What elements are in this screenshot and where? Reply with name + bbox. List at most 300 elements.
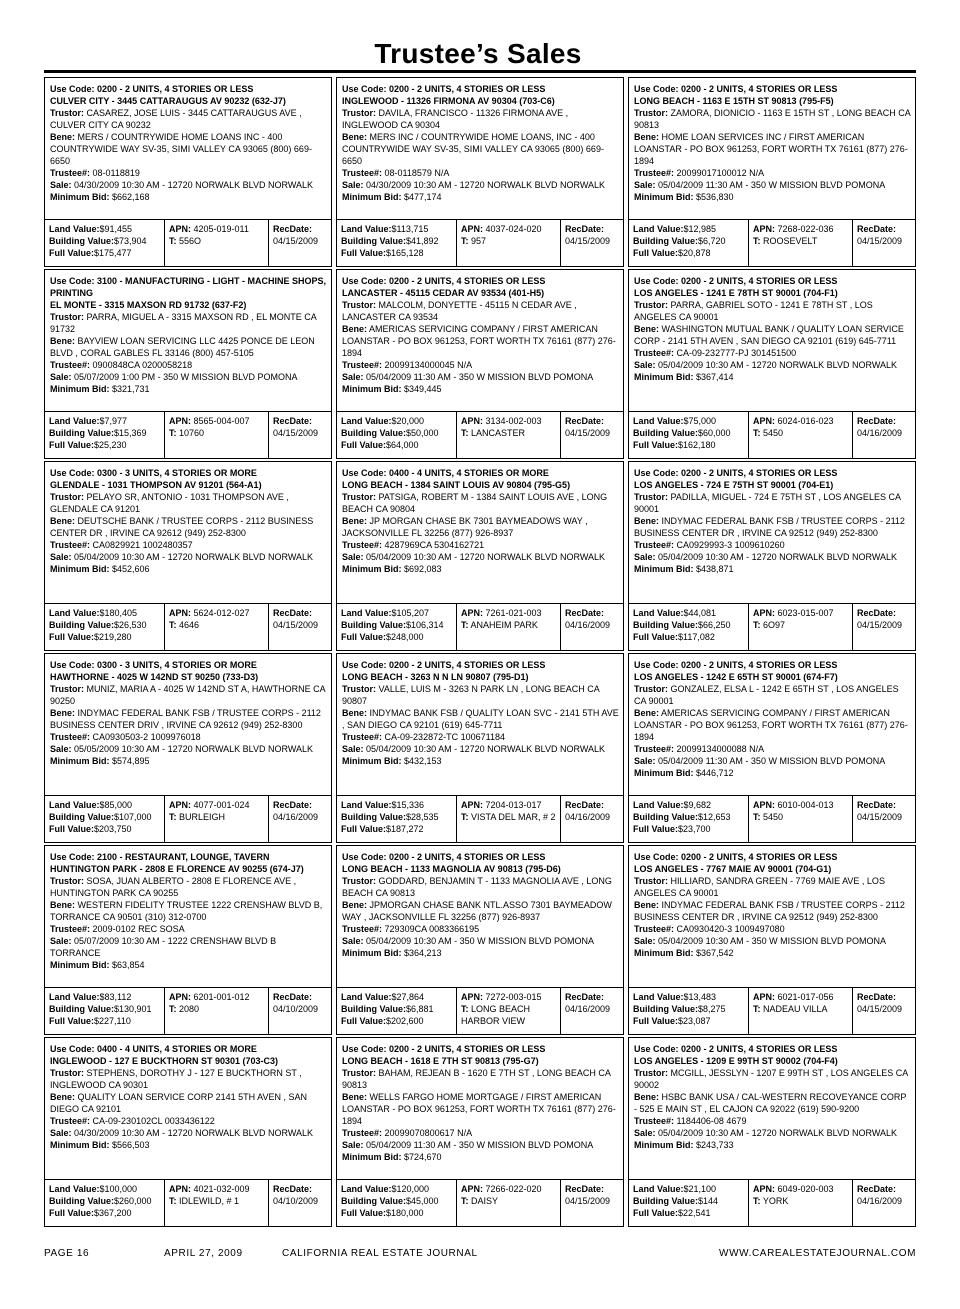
building-value-label: Building Value: [633,620,699,630]
bene-value: WESTERN FIDELITY TRUSTEE 1222 CRENSHAW BLVD B, TORRANCE CA 90501 (310) 312-0700 [50,900,323,922]
tract-line [169,427,266,439]
full-value-label: Full Value: [341,632,387,642]
apn-column [457,604,561,650]
full-value: $203,750 [94,824,132,834]
land-value-label: Land Value: [633,992,684,1002]
property-address: LONG BEACH - 1163 E 15TH ST 90813 (795-F5) [634,96,834,106]
land-value-line [633,991,746,1003]
tract-value: LONG BEACH HARBOR VIEW [461,1004,531,1026]
trustor-value: PATSIGA, ROBERT M - 1384 SAINT LOUIS AVE , LONG BEACH CA 90804 [342,492,608,514]
min-bid-line [50,1139,327,1151]
full-value-line [341,631,454,643]
sale-record [628,77,916,267]
recdate-value: 04/15/2009 [857,236,903,246]
full-value-line [49,247,162,259]
record-details [629,1038,915,1183]
trustee-value: 1184406-08 4679 [676,1116,747,1126]
recdate-label: RecDate: [273,608,313,618]
min-bid-value: $452,606 [112,564,150,574]
tract-value: 5450 [763,428,784,438]
sale-record [628,461,916,651]
sale-record [336,845,624,1035]
building-value-line [49,1195,162,1207]
apn-value: 4205-019-011 [193,224,249,234]
value-column [629,604,749,650]
full-value: $20,878 [678,248,711,258]
full-value-line [341,247,454,259]
tract-line [753,619,850,631]
min-bid-label: Minimum Bid: [634,372,694,382]
trustee-line [634,743,911,755]
recdate-value: 04/16/2009 [857,428,903,438]
use-code: Use Code: 0400 - 4 UNITS, 4 STORIES OR MORE [342,468,549,478]
trustor-value: PELAYO SR, ANTONIO - 1031 THOMPSON AVE , GLENDALE CA 91201 [50,492,289,514]
building-value-line [341,235,454,247]
tract-label: T: [169,1196,177,1206]
property-address: GLENDALE - 1031 THOMPSON AV 91201 (564-A1) [50,480,262,490]
land-value-line [49,223,162,235]
sale-line [50,179,327,191]
trustee-line [342,167,619,179]
trustee-label: Trustee#: [342,1128,383,1138]
tract-value: 4646 [179,620,200,630]
apn-line [753,799,850,811]
min-bid-line [50,755,327,767]
record-details [45,1038,331,1183]
sale-record [628,269,916,459]
records-row [44,1037,916,1229]
recdate-column [269,412,331,458]
land-value: $20,000 [391,416,425,426]
recdate-value: 04/15/2009 [273,236,319,246]
building-value: $8,275 [698,1004,726,1014]
land-value-label: Land Value: [49,1184,100,1194]
sale-label: Sale: [50,936,72,946]
tract-line [461,811,558,823]
sale-line [342,935,619,947]
building-value: $15,369 [114,428,147,438]
min-bid-line [634,371,911,383]
apn-label: APN: [753,1184,775,1194]
apn-column [749,220,853,266]
recdate-column [853,796,915,842]
apn-label: APN: [169,992,191,1002]
building-value-line [633,235,746,247]
sale-record [336,1037,624,1227]
trustee-label: Trustee#: [342,924,383,934]
apn-value: 5624-012-027 [193,608,250,618]
value-column [629,220,749,266]
records-row [44,461,916,653]
bene-value: DEUTSCHE BANK / TRUSTEE CORPS - 2112 BUSINESS CENTER DR , IRVINE CA 92612 (949) 252-8300 [50,516,314,538]
trustee-line [50,1115,327,1127]
apn-value: 4021-032-009 [193,1184,250,1194]
apn-label: APN: [461,1184,483,1194]
land-value: $120,000 [391,1184,430,1194]
apn-line [169,991,266,1003]
footer-page-number: PAGE 16 [44,1248,90,1259]
apn-column [749,412,853,458]
recdate-column [269,796,331,842]
full-value-line [633,1015,746,1027]
min-bid-value: $662,168 [112,192,150,202]
min-bid-line [634,947,911,959]
sale-label: Sale: [634,180,656,190]
recdate-label: RecDate: [857,608,897,618]
recdate-label: RecDate: [857,416,897,426]
apn-value: 6201-001-012 [193,992,250,1002]
sale-value: 05/05/2009 10:30 AM - 12720 NORWALK BLVD NORWALK [74,744,313,754]
bene-value: AMERICAS SERVICING COMPANY / FIRST AMERICAN LOANSTAR - PO BOX 961253, FORT WORTH TX 76161 (877) 276-1894 [634,708,908,742]
value-column [337,412,457,458]
land-value: $105,207 [391,608,430,618]
sale-line [634,1127,911,1139]
trustor-line [50,491,327,515]
min-bid-label: Minimum Bid: [50,960,110,970]
sale-label: Sale: [634,936,656,946]
recdate-value: 04/15/2009 [273,620,319,630]
tract-value: 5450 [763,812,784,822]
sale-label: Sale: [634,756,656,766]
land-value-line [49,991,162,1003]
recdate-value: 04/15/2009 [565,428,611,438]
min-bid-value: $536,830 [696,192,734,202]
apn-column [457,412,561,458]
min-bid-value: $321,731 [112,384,150,394]
sale-value: 05/04/2009 10:30 AM - 12720 NORWALK BLVD NORWALK [366,552,605,562]
sale-label: Sale: [342,744,364,754]
recdate-label: RecDate: [273,224,313,234]
bene-value: WASHINGTON MUTUAL BANK / QUALITY LOAN SERVICE CORP - 2141 5TH AVEN , SAN DIEGO CA 92101 (619) 645-7711 [634,324,904,346]
min-bid-value: $367,542 [696,948,734,958]
full-value-label: Full Value: [633,1016,679,1026]
recdate-label: RecDate: [273,416,313,426]
full-value-label: Full Value: [633,440,679,450]
apn-line [169,415,266,427]
land-value-label: Land Value: [633,416,684,426]
full-value-line [341,439,454,451]
tract-value: IDLEWILD, # 1 [179,1196,240,1206]
building-value: $66,250 [698,620,731,630]
bene-label: Bene: [50,516,76,526]
tract-value: ANAHEIM PARK [470,620,538,630]
trustor-label: Trustor: [634,684,669,694]
full-value: $219,280 [94,632,132,642]
use-code: Use Code: 0200 - 2 UNITS, 4 STORIES OR LESS [634,468,838,478]
property-address: LOS ANGELES - 1209 E 99TH ST 90002 (704-F4) [634,1056,838,1066]
min-bid-label: Minimum Bid: [342,192,402,202]
trustor-value: PARRA, GABRIEL SOTO - 1241 E 78TH ST , LOS ANGELES CA 90001 [634,300,873,322]
building-value: $50,000 [406,428,439,438]
land-value-label: Land Value: [341,608,392,618]
land-value: $13,483 [683,992,717,1002]
apn-label: APN: [461,608,483,618]
apn-label: APN: [169,800,191,810]
sale-value: 04/30/2009 10:30 AM - 12720 NORWALK BLVD NORWALK [74,180,313,190]
building-value-label: Building Value: [341,1004,407,1014]
tract-label: T: [461,428,469,438]
full-value-label: Full Value: [633,1208,679,1218]
bene-label: Bene: [342,900,368,910]
record-values [45,987,331,1034]
sale-value: 05/04/2009 10:30 AM - 12720 NORWALK BLVD NORWALK [658,1128,897,1138]
building-value-label: Building Value: [49,236,115,246]
recdate-value: 04/15/2009 [857,1004,903,1014]
building-value-line [633,427,746,439]
full-value-line [633,1207,746,1219]
trustor-label: Trustor: [342,684,377,694]
property-address: LANCASTER - 45115 CEDAR AV 93534 (401-H5) [342,288,545,298]
sale-record [336,461,624,651]
bene-line [634,131,911,167]
land-value-line [341,1183,454,1195]
building-value-label: Building Value: [341,812,407,822]
trustee-label: Trustee#: [634,924,675,934]
tract-value: 10760 [179,428,205,438]
sale-record [628,1037,916,1227]
trustee-label: Trustee#: [634,744,675,754]
full-value: $25,230 [94,440,127,450]
trustee-value: 20099070800617 N/A [384,1128,473,1138]
tract-label: T: [753,236,761,246]
tract-value: ROOSEVELT [763,236,818,246]
min-bid-label: Minimum Bid: [50,564,110,574]
building-value-line [49,619,162,631]
recdate-column [561,796,623,842]
full-value-label: Full Value: [341,440,387,450]
trustor-value: PADILLA, MIGUEL - 724 E 75TH ST , LOS ANGELES CA 90001 [634,492,901,514]
apn-value: 6010-004-013 [777,800,834,810]
trustee-line [342,923,619,935]
records-row [44,77,916,269]
bene-label: Bene: [634,708,660,718]
recdate-label: RecDate: [565,800,605,810]
building-value-label: Building Value: [49,1196,115,1206]
title-rule [44,70,916,73]
trustee-label: Trustee#: [50,540,91,550]
trustee-line [634,167,911,179]
tract-label: T: [169,428,177,438]
full-value-line [633,247,746,259]
trustee-value: CA0829921 1002480357 [92,540,193,550]
record-details [629,78,915,223]
building-value-line [633,811,746,823]
property-address: LONG BEACH - 1384 SAINT LOUIS AV 90804 (795-G5) [342,480,571,490]
use-code: Use Code: 0200 - 2 UNITS, 4 STORIES OR LESS [342,1044,546,1054]
sale-value: 05/04/2009 10:30 AM - 350 W MISSION BLVD POMONA [366,936,594,946]
record-values [629,219,915,266]
min-bid-label: Minimum Bid: [50,384,110,394]
bene-line [50,515,327,539]
land-value-line [341,991,454,1003]
apn-column [165,988,269,1034]
trustee-line [634,923,911,935]
building-value-line [49,811,162,823]
min-bid-value: $367,414 [696,372,734,382]
full-value-label: Full Value: [341,248,387,258]
tract-value: 2080 [179,1004,200,1014]
bene-value: HSBC BANK USA / CAL-WESTERN RECOVEYANCE CORP - 525 E MAIN ST , EL CAJON CA 92022 (619) 590-9200 [634,1092,907,1114]
apn-value: 8565-004-007 [193,416,250,426]
full-value-label: Full Value: [633,632,679,642]
land-value-label: Land Value: [341,1184,392,1194]
trustee-value: 20099134000045 N/A [384,360,473,370]
apn-line [461,223,558,235]
sale-label: Sale: [634,552,656,562]
apn-value: 3134-002-003 [485,416,542,426]
recdate-column [269,604,331,650]
bene-label: Bene: [634,1092,660,1102]
apn-value: 4077-001-024 [193,800,250,810]
tract-label: T: [461,1196,469,1206]
min-bid-value: $364,213 [404,948,442,958]
building-value-line [341,1003,454,1015]
recdate-label: RecDate: [857,800,897,810]
trustor-label: Trustor: [50,108,85,118]
records-grid [44,77,916,1229]
land-value-label: Land Value: [633,224,684,234]
trustee-value: CA-09-232777-PJ 301451500 [676,348,797,358]
sale-line [634,755,911,767]
sale-label: Sale: [342,372,364,382]
property-address: LOS ANGELES - 1241 E 78TH ST 90001 (704-F1) [634,288,838,298]
recdate-label: RecDate: [273,1184,313,1194]
full-value-label: Full Value: [341,1016,387,1026]
property-address: HUNTINGTON PARK - 2808 E FLORENCE AV 90255 (674-J7) [50,864,304,874]
trustor-label: Trustor: [634,1068,669,1078]
record-details [45,654,331,799]
tract-value: DAISY [471,1196,499,1206]
apn-line [753,223,850,235]
bene-line [342,899,619,923]
recdate-value: 04/10/2009 [273,1004,319,1014]
apn-line [461,1183,558,1195]
full-value: $175,477 [94,248,132,258]
apn-value: 6021-017-056 [777,992,834,1002]
min-bid-line [634,767,911,779]
apn-column [165,412,269,458]
apn-column [749,604,853,650]
trustor-label: Trustor: [50,492,85,502]
value-column [337,604,457,650]
full-value-line [49,1207,162,1219]
land-value-line [49,415,162,427]
trustee-label: Trustee#: [634,540,675,550]
record-values [337,987,623,1034]
property-address: CULVER CITY - 3445 CATTARAUGUS AV 90232 (632-J7) [50,96,286,106]
min-bid-line [634,563,911,575]
min-bid-value: $63,854 [112,960,145,970]
full-value-label: Full Value: [49,824,95,834]
bene-label: Bene: [50,132,76,142]
trustor-value: STEPHENS, DOROTHY J - 127 E BUCKTHORN ST , INGLEWOOD CA 90301 [50,1068,302,1090]
building-value-line [341,619,454,631]
full-value-label: Full Value: [341,1208,387,1218]
trustee-value: 4287969CA 5304162721 [384,540,485,550]
tract-line [753,1003,850,1015]
record-values [45,603,331,650]
min-bid-value: $446,712 [696,768,734,778]
recdate-label: RecDate: [273,992,313,1002]
page-title: Trustee’s Sales [374,38,582,69]
full-value-label: Full Value: [49,440,95,450]
bene-line [634,707,911,743]
use-code: Use Code: 0200 - 2 UNITS, 4 STORIES OR LESS [50,84,254,94]
building-value-line [341,1195,454,1207]
apn-column [165,604,269,650]
full-value: $23,087 [678,1016,711,1026]
apn-label: APN: [753,992,775,1002]
record-values [45,795,331,842]
full-value-line [49,823,162,835]
trustor-line [634,683,911,707]
apn-line [753,1183,850,1195]
building-value: $73,904 [114,236,147,246]
property-address: INGLEWOOD - 127 E BUCKTHORN ST 90301 (703-C3) [50,1056,279,1066]
trustor-line [342,491,619,515]
land-value-label: Land Value: [49,992,100,1002]
full-value: $367,200 [94,1208,132,1218]
full-value: $23,700 [678,824,711,834]
building-value: $106,314 [406,620,444,630]
recdate-column [561,220,623,266]
full-value: $227,110 [94,1016,131,1026]
apn-column [165,220,269,266]
land-value: $9,682 [683,800,712,810]
sale-value: 05/04/2009 10:30 AM - 12720 NORWALK BLVD NORWALK [366,744,605,754]
use-code: Use Code: 3100 - MANUFACTURING - LIGHT - MACHINE SHOPS, PRINTING [50,276,327,298]
min-bid-line [50,383,327,395]
bene-line [634,899,911,923]
building-value-line [49,427,162,439]
value-column [337,220,457,266]
bene-line [342,1091,619,1127]
recdate-label: RecDate: [565,1184,605,1194]
recdate-value: 04/16/2009 [565,812,611,822]
bene-value: INDYMAC BANK FSB / QUALITY LOAN SVC - 2141 5TH AVE , SAN DIEGO CA 92101 (619) 645-7711 [342,708,619,730]
property-address: EL MONTE - 3315 MAXSON RD 91732 (637-F2) [50,300,247,310]
use-code: Use Code: 0200 - 2 UNITS, 4 STORIES OR LESS [634,1044,838,1054]
trustee-line [342,539,619,551]
tract-line [169,1003,266,1015]
recdate-value: 04/15/2009 [565,1196,611,1206]
sale-record [44,461,332,651]
min-bid-label: Minimum Bid: [634,768,694,778]
building-value: $130,901 [114,1004,152,1014]
trustor-value: SOSA, JUAN ALBERTO - 2808 E FLORENCE AVE , HUNTINGTON PARK CA 90255 [50,876,297,898]
apn-line [461,607,558,619]
bene-value: INDYMAC FEDERAL BANK FSB / TRUSTEE CORPS - 2112 BUSINESS CENTER DR , IRVINE CA 92512 (949) 252-8300 [634,516,905,538]
trustor-line [342,683,619,707]
land-value-label: Land Value: [633,1184,684,1194]
building-value-label: Building Value: [49,428,115,438]
bene-label: Bene: [50,336,76,346]
full-value: $64,000 [386,440,419,450]
apn-line [169,223,266,235]
value-column [629,796,749,842]
records-row [44,269,916,461]
land-value: $75,000 [683,416,717,426]
tract-label: T: [169,620,177,630]
bene-value: BAYVIEW LOAN SERVICING LLC 4425 PONCE DE LEON BLVD , CORAL GABLES FL 33146 (800) 457-5105 [50,336,315,358]
trustee-line [50,167,327,179]
apn-label: APN: [461,224,483,234]
land-value-label: Land Value: [341,416,392,426]
apn-label: APN: [461,800,483,810]
trustor-label: Trustor: [342,300,377,310]
full-value-label: Full Value: [49,248,95,258]
record-details [337,270,623,415]
